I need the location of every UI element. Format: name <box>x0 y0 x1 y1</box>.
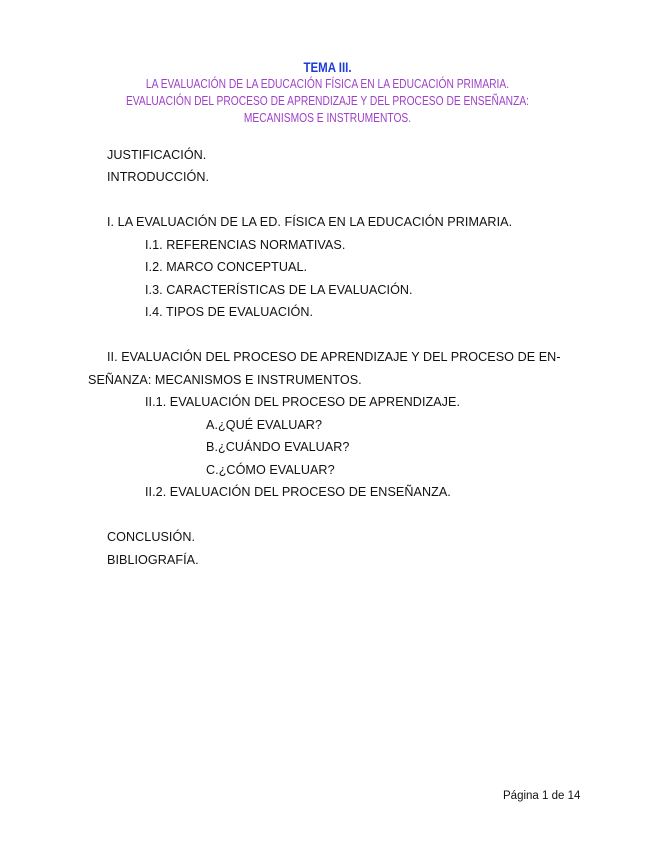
toc-introduccion: INTRODUCCIÓN. <box>107 170 210 184</box>
toc-item-2-2: II.2. EVALUACIÓN DEL PROCESO DE ENSEÑANZA. <box>145 485 451 499</box>
toc-section-2-title-line-2: SEÑANZA: MECANISMOS E INSTRUMENTOS. <box>88 373 362 387</box>
toc-section-2-title-line-1: II. EVALUACIÓN DEL PROCESO DE APRENDIZAJE Y DEL PROCESO DE EN- <box>107 350 561 364</box>
subtitle-line-2: EVALUACIÓN DEL PROCESO DE APRENDIZAJE Y DEL PROCESO DE ENSEÑANZA: <box>125 94 530 108</box>
toc-justificacion: JUSTIFICACIÓN. <box>107 148 207 162</box>
toc-bibliografia: BIBLIOGRAFÍA. <box>107 553 199 567</box>
toc-conclusion: CONCLUSIÓN. <box>107 530 196 544</box>
subtitle-line-1: LA EVALUACIÓN DE LA EDUCACIÓN FÍSICA EN LA EDUCACIÓN PRIMARIA. <box>145 77 510 91</box>
toc-item-1-3: I.3. CARACTERÍSTICAS DE LA EVALUACIÓN. <box>145 283 413 297</box>
toc-subitem-b: B.¿CUÁNDO EVALUAR? <box>206 440 350 454</box>
toc-subitem-c: C.¿CÓMO EVALUAR? <box>206 463 335 477</box>
toc-section-1-title: I. LA EVALUACIÓN DE LA ED. FÍSICA EN LA EDUCACIÓN PRIMARIA. <box>107 215 513 229</box>
toc-item-1-4: I.4. TIPOS DE EVALUACIÓN. <box>145 305 314 319</box>
subtitle-line-3: MECANISMOS E INSTRUMENTOS. <box>243 111 412 125</box>
toc-item-1-2: I.2. MARCO CONCEPTUAL. <box>145 260 308 274</box>
toc-subitem-a: A.¿QUÉ EVALUAR? <box>206 418 322 432</box>
document-header <box>59 58 596 127</box>
toc-item-1-1: I.1. REFERENCIAS NORMATIVAS. <box>145 238 346 252</box>
toc-item-2-1: II.1. EVALUACIÓN DEL PROCESO DE APRENDIZAJE. <box>145 395 461 409</box>
page-number: Página 1 de 14 <box>503 790 581 802</box>
topic-title: TEMA III. <box>303 59 352 75</box>
